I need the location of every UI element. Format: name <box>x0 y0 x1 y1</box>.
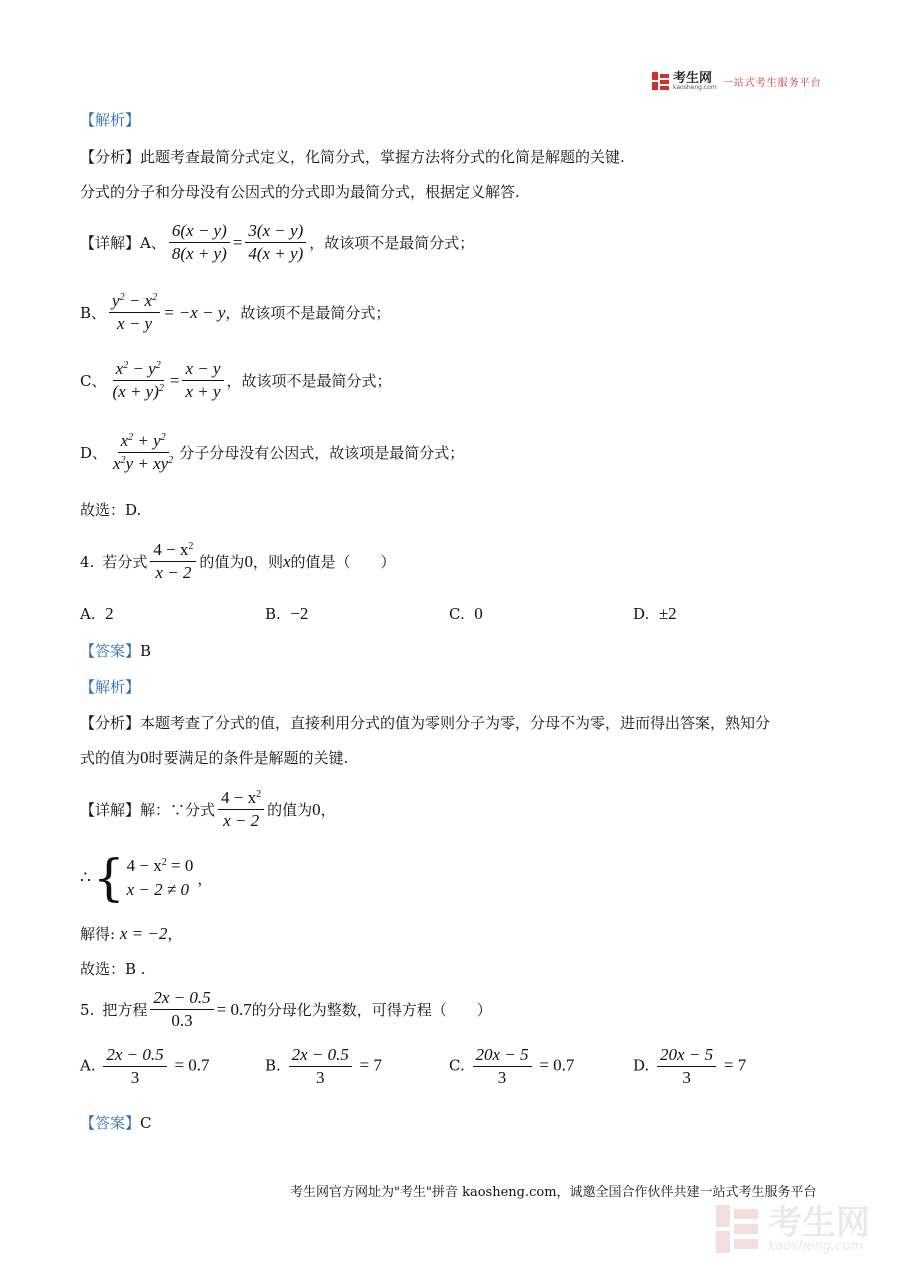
fraction-numerator: 6(x − y) <box>169 220 230 243</box>
fraction-q4 <box>150 539 196 584</box>
q5-option-c[interactable]: C. $\frac{20x - 5}{3}$ = 0.7 <box>449 1045 575 1087</box>
kaosheng-logo-icon <box>651 71 671 91</box>
definition-text: 分式的分子和分母没有公因式的分式即为最简分式，根据定义解答. <box>80 183 520 201</box>
fraction-numerator: x − y <box>182 358 223 381</box>
detail-option-b <box>80 290 390 335</box>
q4-option-d[interactable]: D. ±2 <box>633 604 677 623</box>
fraction-d <box>110 430 176 475</box>
logo-text: 考生网 <box>673 70 713 86</box>
fenxi-line <box>80 146 625 167</box>
q4-solve: 解得: x = −2， <box>80 924 183 943</box>
q4-answer <box>80 640 151 661</box>
fraction-denominator: 4(x + y) <box>248 244 304 263</box>
jiexi-tag: 【解析】 <box>80 111 141 129</box>
option-a-label: A、 <box>140 234 166 252</box>
fraction-denominator: 3 <box>315 1068 325 1087</box>
fraction-opt-c <box>473 1044 532 1089</box>
therefore-symbol: ∴ <box>80 868 91 887</box>
q4-fenxi-line1: 【分析】本题考查了分式的值，直接利用分式的值为零则分子为零，分母不为零，进而得出答案，熟知分 <box>80 714 771 732</box>
fenxi-tag: 【分析】 <box>80 714 141 732</box>
system-eq-1: $4 - x^2 = 0$ <box>126 856 194 875</box>
fraction-denominator: 3 <box>130 1068 140 1087</box>
fraction-denominator: x − 2 <box>223 811 260 830</box>
fraction-numerator: $x^2 + y^2$ <box>118 430 169 453</box>
fraction-numerator: 2x − 0.5 <box>289 1044 352 1067</box>
fraction-numerator: 3(x − y) <box>245 220 306 243</box>
fraction-denominator: x − 2 <box>155 563 192 582</box>
system-eq-2: x − 2 ≠ 0 <box>126 880 189 899</box>
q4-option-a[interactable]: A. 2 <box>80 604 114 623</box>
footer-text: 考生网官方网址为"考生"拼音 kaosheng.com，诚邀全国合作伙伴共建一站式考生服务平台 <box>290 1185 817 1200</box>
fraction-denominator: x + y <box>185 382 221 401</box>
option-b-label: B、 <box>80 304 107 322</box>
fraction-c-rhs <box>182 358 223 403</box>
fraction-numerator: $y^2 - x^2$ <box>109 290 160 313</box>
q4-option-b[interactable]: B. −2 <box>265 604 309 623</box>
q5-option-d[interactable]: D. $\frac{20x - 5}{3}$ = 7 <box>633 1045 747 1087</box>
option-d-label: D、 <box>80 444 108 462</box>
q4-conclusion: 故选：B . <box>80 960 146 978</box>
watermark-text: 考生网 <box>768 1202 870 1243</box>
fraction-numerator: 2x − 0.5 <box>150 987 213 1010</box>
q4-fenxi-line2: 式的值为0时要满足的条件是解题的关键. <box>80 748 349 767</box>
answer-value: B <box>140 642 152 660</box>
fraction-b <box>109 290 160 335</box>
q4-system: ∴ { $4 - x^2 = 0$ x − 2 ≠ 0 ， <box>80 849 213 907</box>
header-logo <box>651 71 822 91</box>
fraction-a-rhs <box>245 220 306 265</box>
detail-option-a: 【详解】 A、 $\frac{6(x - y)}{8(x + y)}$ = $\frac{3(x - y)}{4(x + y)}$ ，故该项不是最简分式； <box>80 221 475 263</box>
q4-options <box>80 604 720 628</box>
question-number: 4. <box>80 552 95 571</box>
option-c-comment: ，故该项不是最简分式； <box>226 372 392 390</box>
brace-symbol: { <box>92 849 125 907</box>
fraction-numerator: $x^2 - y^2$ <box>113 358 164 381</box>
fraction-denominator: x − y <box>117 314 153 333</box>
footer-watermark <box>714 1203 870 1255</box>
watermark-domain: kaosheng.com <box>768 1238 863 1254</box>
answer-tag: 【答案】 <box>80 1114 141 1132</box>
fenxi-text: 此题考查最简分式定义，化简分式，掌握方法将分式的化简是解题的关键. <box>140 148 625 166</box>
header-slogan: 一站式考生服务平台 <box>722 77 822 89</box>
q5-option-b[interactable]: B. $\frac{2x - 0.5}{3}$ = 7 <box>265 1045 382 1087</box>
fraction-numerator: $4 - x^2$ <box>150 539 196 562</box>
fraction-b-result: = −x − y <box>163 302 226 322</box>
q5-options <box>80 1044 780 1094</box>
xiangjie-tag: 【详解】 <box>80 801 141 819</box>
equation-system <box>127 854 194 902</box>
fraction-a-lhs <box>169 220 230 265</box>
fraction-opt-b <box>289 1044 352 1089</box>
fraction-numerator: 20x − 5 <box>657 1044 716 1067</box>
prev-conclusion: 故选：D. <box>80 501 142 519</box>
q4-option-c[interactable]: C. 0 <box>449 604 483 623</box>
option-c-label: C、 <box>80 372 107 390</box>
watermark-logo-icon <box>714 1203 762 1255</box>
q5-answer <box>80 1112 152 1133</box>
fraction-denominator: 3 <box>497 1068 507 1087</box>
logo-domain: kaosheng.com <box>673 83 717 91</box>
fraction-opt-a <box>103 1044 166 1089</box>
fraction-numerator: $4 - x^2$ <box>218 787 264 810</box>
fraction-denominator: 3 <box>682 1068 691 1087</box>
option-d-comment: 分子分母没有公因式，故该项是最简分式； <box>179 444 465 462</box>
q4-xiangjie: 【详解】 解：∵分式 $\frac{4 - x^2}{x - 2}$ 的值为 0 ， <box>80 788 336 830</box>
question-number: 5. <box>80 1000 95 1019</box>
fraction-q4-detail <box>218 787 264 832</box>
fraction-opt-d <box>657 1044 716 1089</box>
fraction-denominator: $(x + y)^2$ <box>112 382 164 401</box>
xiangjie-tag: 【详解】 <box>80 234 141 252</box>
q4-jiexi-tag: 【解析】 <box>80 678 141 696</box>
detail-option-d <box>80 430 464 475</box>
option-a-comment: ，故该项不是最简分式； <box>309 234 475 252</box>
fenxi-tag: 【分析】 <box>80 148 141 166</box>
fraction-q5 <box>150 987 213 1032</box>
detail-option-c: C、 $\frac{x^2 - y^2}{(x + y)^2}$ = $\frac{x - y}{x + y}$ ，故该项不是最简分式； <box>80 359 392 401</box>
option-b-comment: ，故该项不是最简分式； <box>225 304 391 322</box>
fraction-c-lhs <box>109 358 166 403</box>
fraction-denominator: $x^2y + xy^2$ <box>113 454 174 473</box>
question-4: 4. 若分式 $\frac{4 - x^2}{x - 2}$ 的值为 0 ，则 x 的值是（ ） <box>80 540 396 582</box>
question-5: 5. 把方程 $\frac{2x - 0.5}{0.3}$ = 0.7 的分母化为整数，可得方程（ ） <box>80 988 492 1030</box>
answer-tag: 【答案】 <box>80 642 141 660</box>
fraction-denominator: 8(x + y) <box>171 244 227 263</box>
fraction-numerator: 2x − 0.5 <box>103 1044 166 1067</box>
answer-value: C <box>140 1114 152 1132</box>
fraction-numerator: 20x − 5 <box>473 1044 532 1067</box>
fraction-denominator: 0.3 <box>171 1011 193 1030</box>
q5-option-a[interactable]: A. $\frac{2x - 0.5}{3}$ = 0.7 <box>80 1045 210 1087</box>
